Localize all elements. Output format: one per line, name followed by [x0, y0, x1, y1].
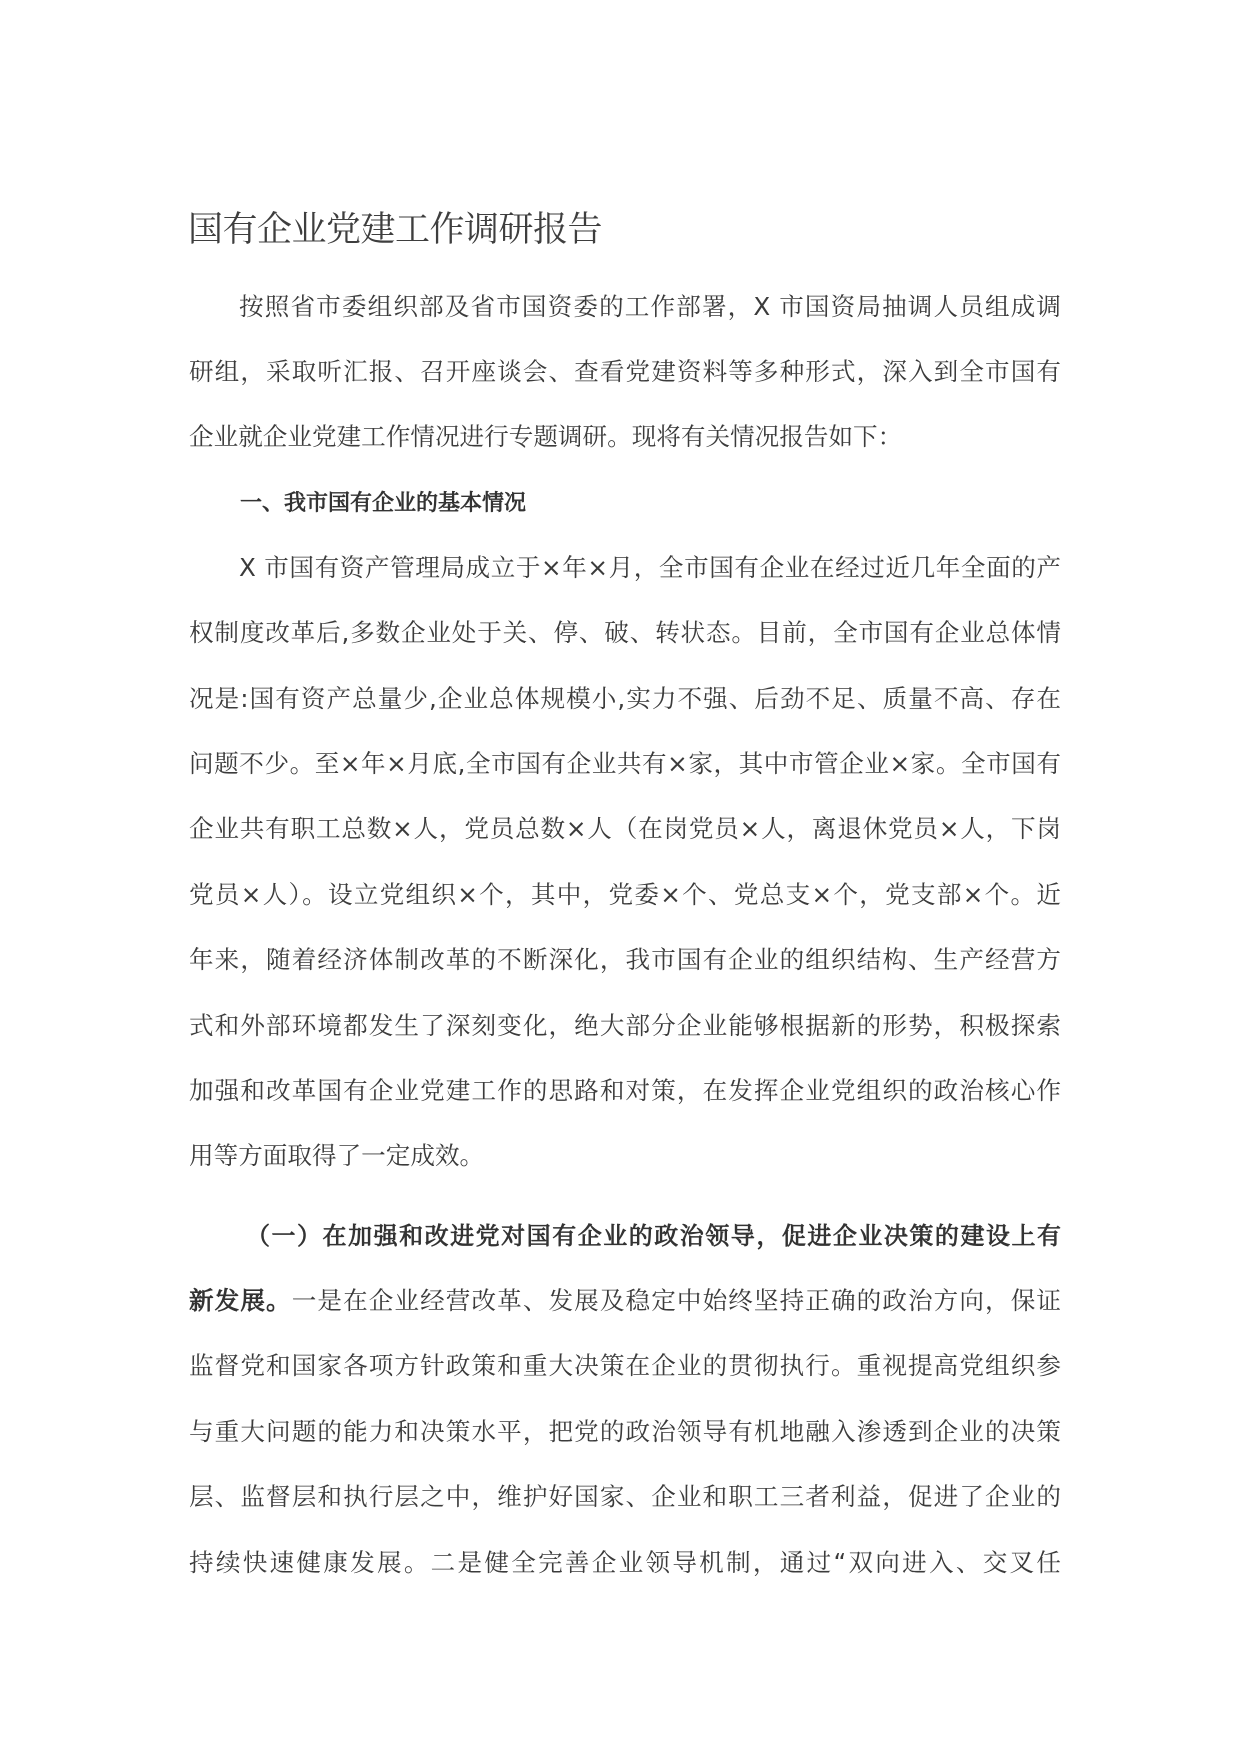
intro-line: 按照省市委组织部及省市国资委的工作部署，X 市国资局抽调人员组成调 [239, 292, 1061, 321]
body-line: 持续快速健康发展。二是健全完善企业领导机制，通过“双向进入、交叉任 [189, 1548, 1061, 1577]
body-line: 与重大问题的能力和决策水平，把党的政治领导有机地融入渗透到企业的决策 [189, 1417, 1061, 1446]
body-line: 式和外部环境都发生了深刻变化，绝大部分企业能够根据新的形势，积极探索 [189, 1011, 1061, 1040]
body-line: 问题不少。至×年×月底,全市国有企业共有×家，其中市管企业×家。全市国有 [189, 749, 1061, 778]
body-line: 监督党和国家各项方针政策和重大决策在企业的贯彻执行。重视提高党组织参 [189, 1351, 1061, 1380]
body-line: 加强和改革国有企业党建工作的思路和对策，在发挥企业党组织的政治核心作 [189, 1076, 1061, 1105]
document-title: 国有企业党建工作调研报告 [188, 210, 603, 250]
body-line: 年来，随着经济体制改革的不断深化，我市国有企业的组织结构、生产经营方 [189, 945, 1061, 974]
body-line: 权制度改革后,多数企业处于关、停、破、转状态。目前，全市国有企业总体情 [189, 618, 1061, 647]
body-line [189, 1285, 1061, 1317]
body-line: 层、监督层和执行层之中，维护好国家、企业和职工三者利益，促进了企业的 [189, 1482, 1061, 1511]
intro-line: 研组，采取听汇报、召开座谈会、查看党建资料等多种形式，深入到全市国有 [189, 357, 1061, 386]
body-line: 企业共有职工总数×人，党员总数×人（在岗党员×人，离退休党员×人，下岗 [189, 814, 1061, 843]
intro-line: 企业就企业党建工作情况进行专题调研。现将有关情况报告如下： [189, 422, 903, 451]
section-heading: 一、我市国有企业的基本情况 [240, 491, 527, 516]
body-line: 况是:国有资产总量少,企业总体规模小,实力不强、后劲不足、质量不高、存在 [189, 684, 1061, 713]
body-line: X 市国有资产管理局成立于×年×月，全市国有企业在经过近几年全面的产 [239, 553, 1061, 582]
subsection-heading-tail: 新发展。 [189, 1286, 292, 1315]
body-line: 用等方面取得了一定成效。 [189, 1141, 485, 1170]
subsection-heading: （一）在加强和改进党对国有企业的政治领导，促进企业决策的建设上有 [246, 1222, 1061, 1250]
body-text: 一是在企业经营改革、发展及稳定中始终坚持正确的政治方向，保证 [291, 1286, 1061, 1315]
body-line: 党员×人）。设立党组织×个，其中，党委×个、党总支×个，党支部×个。近 [189, 880, 1061, 909]
